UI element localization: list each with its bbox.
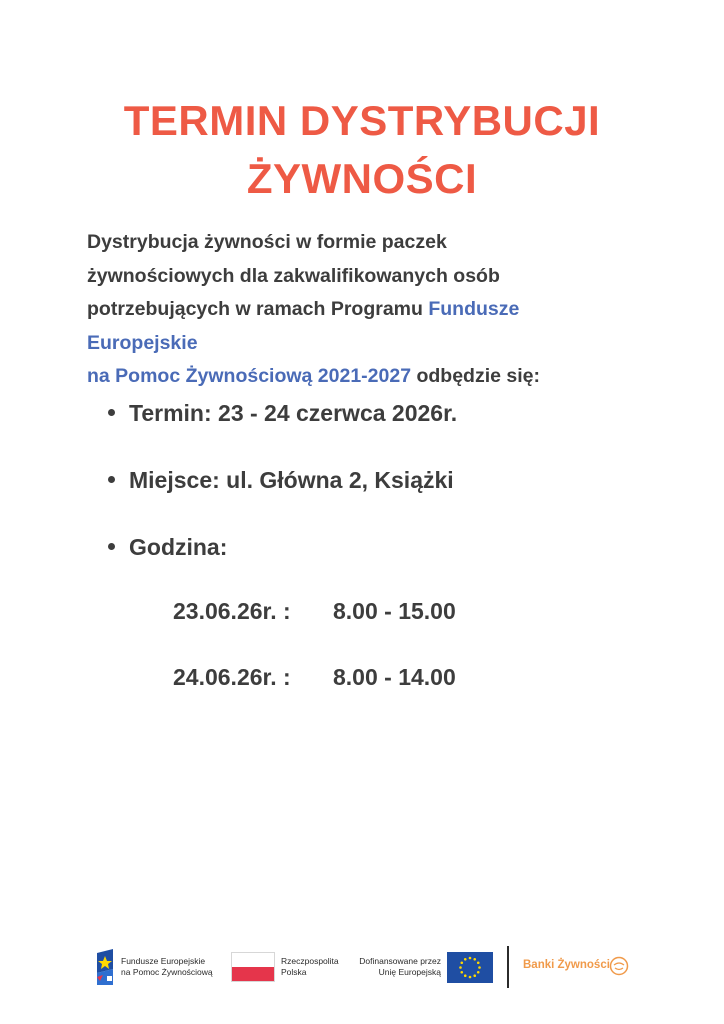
schedule-time: 8.00 - 14.00 bbox=[333, 664, 456, 690]
program-name-part-1: Fundusze bbox=[428, 298, 520, 320]
place-text: Miejsce: ul. Główna 2, Książki bbox=[129, 467, 454, 493]
title-line-1: TERMIN DYSTRYBUCJI bbox=[123, 97, 601, 144]
fe-line-2: na Pomoc Żywnościową bbox=[121, 967, 213, 977]
pl-line-2: Polska bbox=[281, 967, 307, 977]
intro-line-3-text: potrzebujących w ramach Programu bbox=[87, 298, 429, 320]
program-name-part-2: Europejskie bbox=[87, 331, 198, 354]
banki-zywnosci-icon bbox=[609, 956, 629, 976]
list-item-term bbox=[108, 398, 457, 428]
schedule-date: 24.06.26r. : bbox=[173, 664, 291, 690]
page-title bbox=[0, 92, 724, 208]
poland-flag-icon bbox=[231, 952, 275, 982]
rzeczpospolita-polska-logo bbox=[231, 950, 351, 984]
eu-cofinanced-logo bbox=[357, 950, 497, 984]
intro-line-5 bbox=[87, 360, 647, 394]
title-line-2: ŻYWNOŚCI bbox=[246, 155, 478, 202]
pl-line-1: Rzeczpospolita bbox=[281, 956, 339, 966]
schedule-date: 23.06.26r. : bbox=[173, 598, 291, 624]
list-item-hours bbox=[108, 532, 227, 562]
hours-label: Godzina: bbox=[129, 534, 228, 560]
list-item-place bbox=[108, 465, 454, 495]
fe-line-1: Fundusze Europejskie bbox=[121, 956, 206, 966]
pl-logo-text bbox=[281, 956, 339, 978]
footer-divider bbox=[507, 946, 509, 988]
eu-line-1: Dofinansowane przez bbox=[359, 956, 441, 966]
intro-line-5-text: odbędzie się: bbox=[411, 365, 541, 387]
eu-line-2: Unię Europejską bbox=[378, 967, 441, 977]
schedule-row bbox=[173, 596, 456, 626]
term-text: Termin: 23 - 24 czerwca 2026r. bbox=[129, 400, 458, 426]
intro-paragraph bbox=[87, 226, 647, 394]
footer-logos bbox=[95, 944, 635, 990]
bz-logo-text: Banki Żywności bbox=[523, 959, 610, 971]
bullet-icon bbox=[108, 543, 115, 550]
eu-flag-icon bbox=[447, 952, 493, 983]
intro-line-1: Dystrybucja żywności w formie paczek bbox=[87, 231, 447, 253]
schedule-row bbox=[173, 662, 456, 692]
eu-logo-text bbox=[357, 956, 441, 978]
program-name-part-3: na Pomoc Żywnościową 2021-2027 bbox=[87, 365, 412, 387]
fe-logo-text bbox=[121, 956, 213, 978]
banki-zywnosci-logo bbox=[523, 956, 633, 978]
bullet-icon bbox=[108, 476, 115, 483]
fundusze-europejskie-logo bbox=[95, 946, 225, 988]
fundusze-europejskie-icon bbox=[95, 947, 117, 987]
intro-line-2: żywnościowych dla zakwalifikowanych osób bbox=[87, 264, 500, 287]
bullet-icon bbox=[108, 409, 115, 416]
schedule-time: 8.00 - 15.00 bbox=[333, 598, 456, 624]
intro-line-3 bbox=[87, 293, 647, 327]
